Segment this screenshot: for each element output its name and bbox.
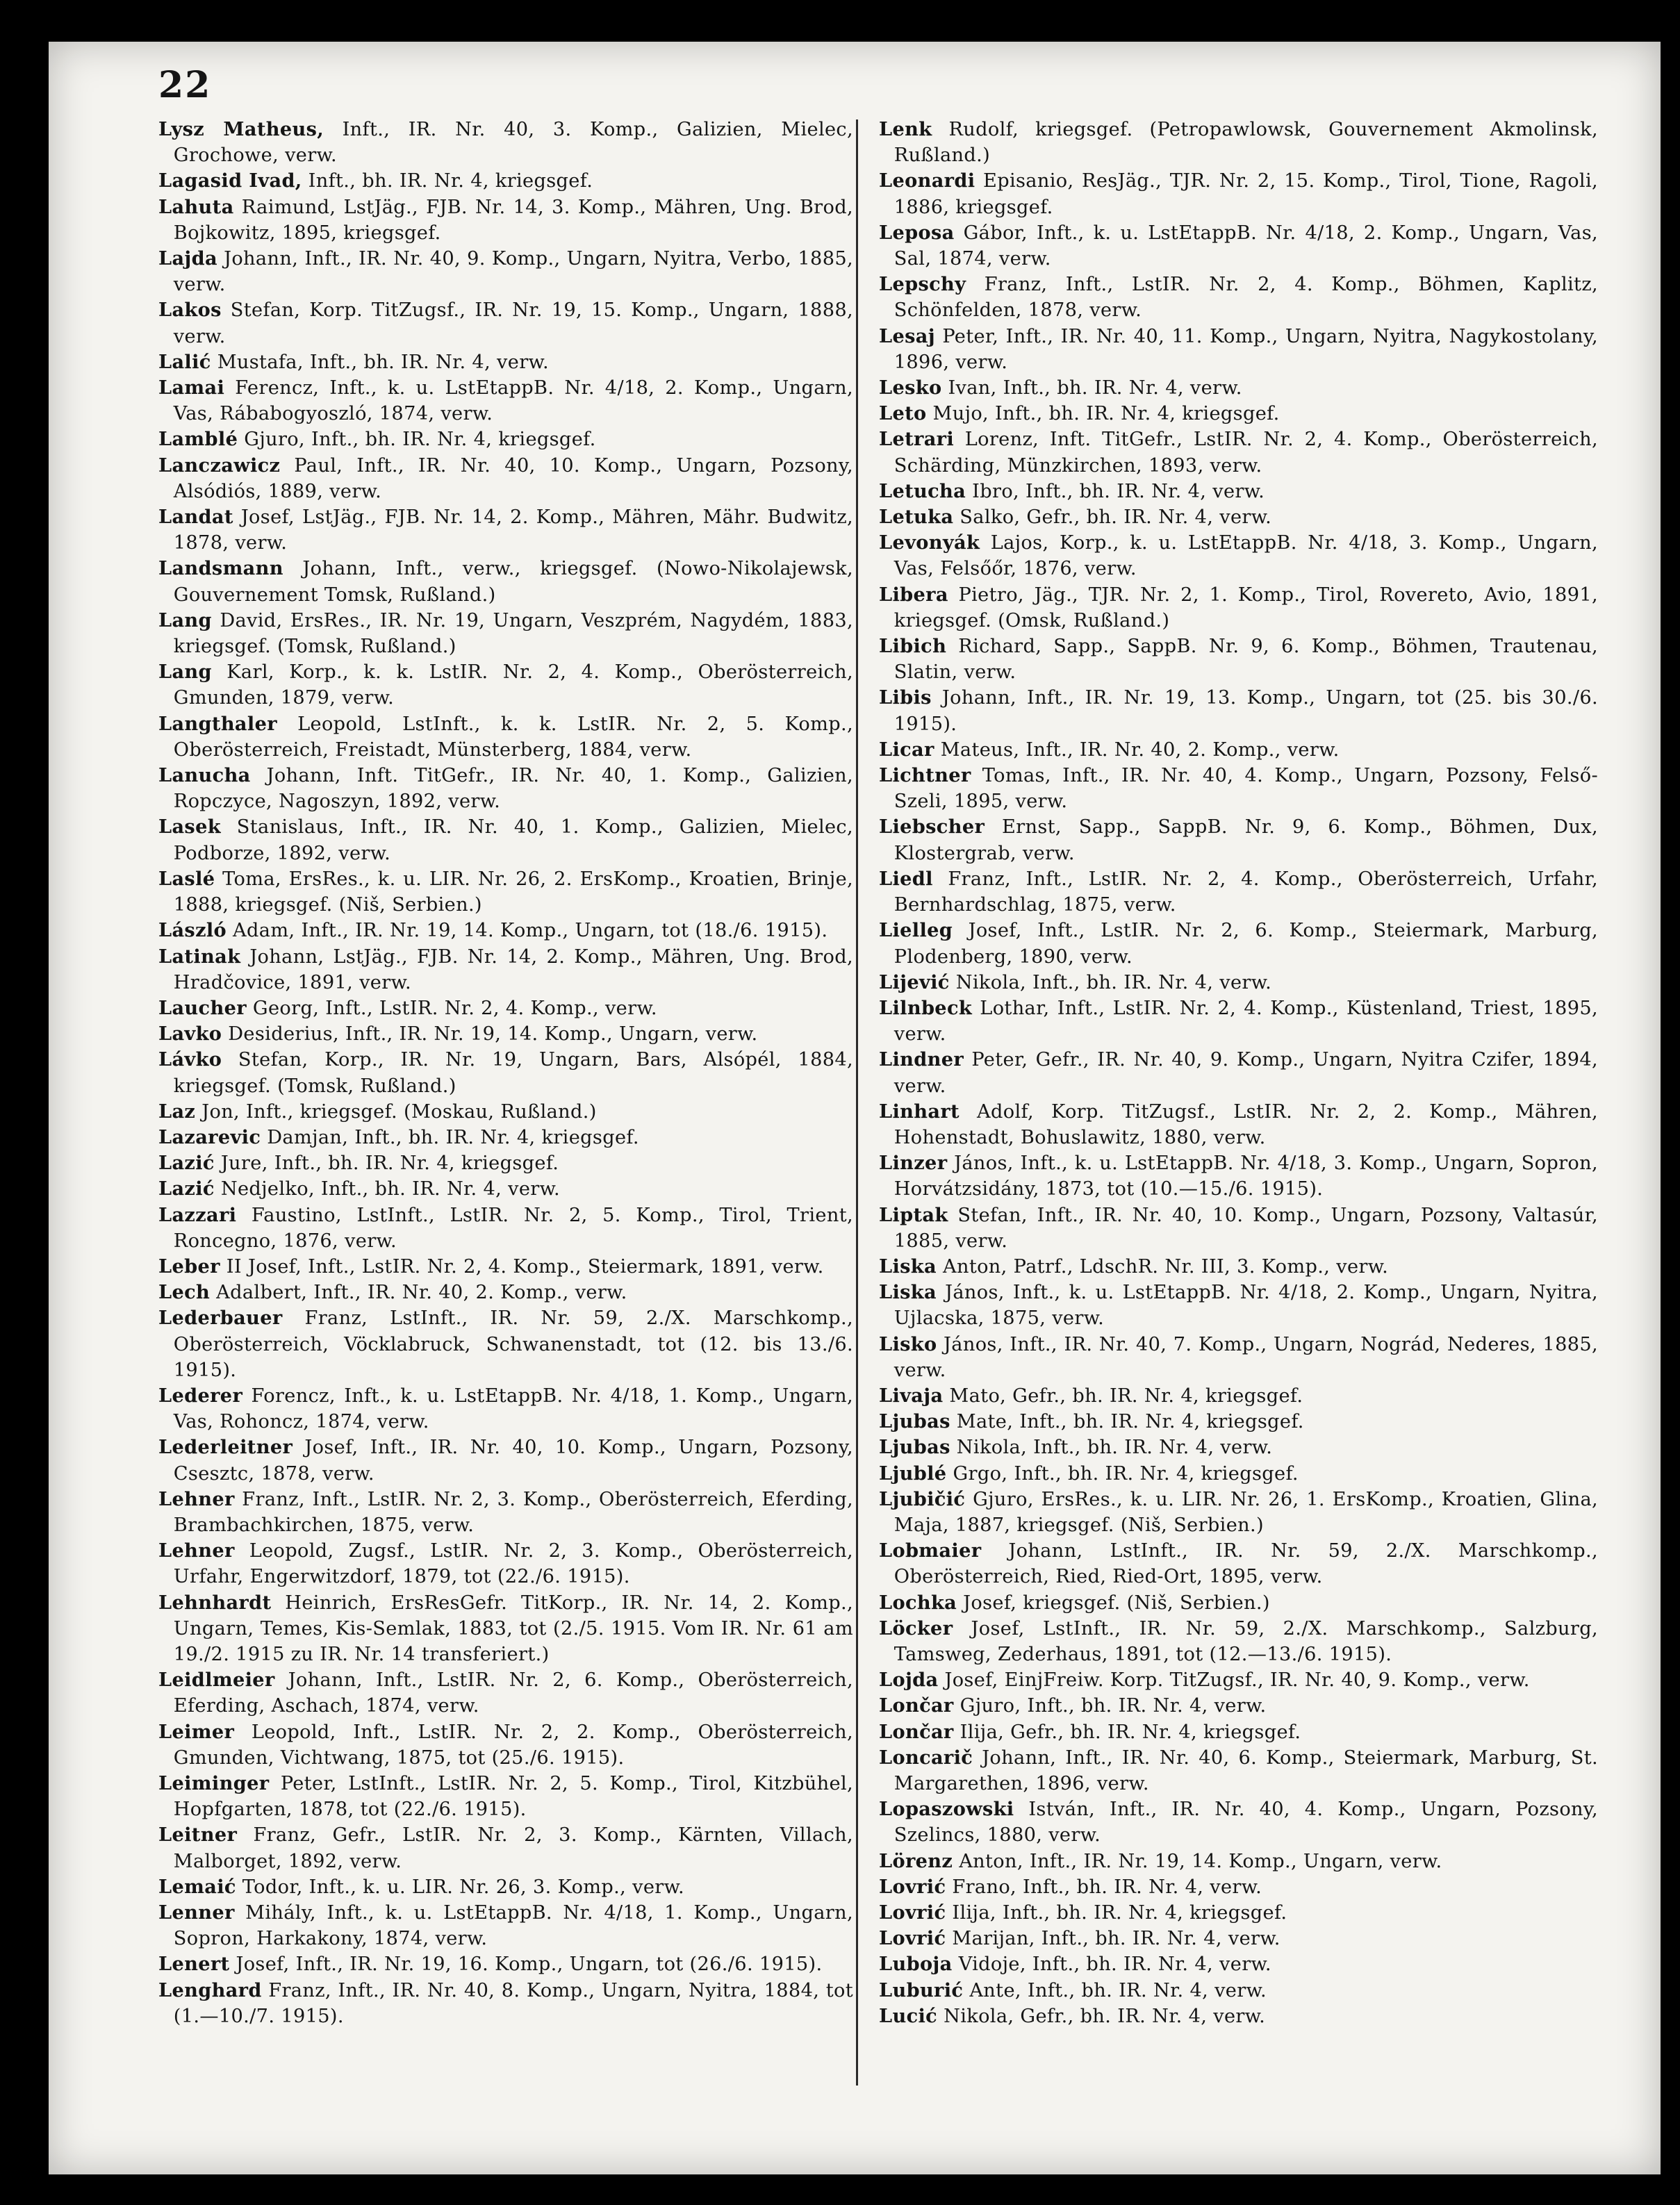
entry-surname: Lehner xyxy=(158,1487,235,1510)
casualty-entry xyxy=(879,1150,1598,1202)
entry-surname: Lederbauer xyxy=(158,1307,283,1330)
entry-surname: Libis xyxy=(879,686,932,709)
casualty-entry xyxy=(879,866,1598,918)
casualty-entry xyxy=(158,195,853,246)
entry-surname: Lahuta xyxy=(158,195,234,218)
entry-details: Franz, Inft., LstIR. Nr. 2, 4. Komp., Oberösterreich, Urfahr, Bernhardschlag, 1875, verw. xyxy=(893,868,1598,916)
casualty-entry xyxy=(158,556,853,607)
casualty-entry xyxy=(158,1719,853,1771)
entry-details: Johann, LstInft., IR. Nr. 59, 2./X. Marschkomp., Oberösterreich, Ried, Ried-Ort, 1895, verw. xyxy=(893,1540,1598,1588)
entry-surname: Lochka xyxy=(879,1591,957,1614)
casualty-entry xyxy=(158,168,853,194)
entry-details: Marijan, Inft., bh. IR. Nr. 4, verw. xyxy=(952,1928,1280,1950)
entry-surname: Libich xyxy=(879,635,947,658)
entry-surname: Lazzari xyxy=(158,1203,237,1226)
entry-surname: Lončar xyxy=(879,1694,954,1717)
casualty-entry xyxy=(879,582,1598,634)
entry-surname: Levonyák xyxy=(879,531,980,554)
entry-details: Frano, Inft., bh. IR. Nr. 4, verw. xyxy=(952,1876,1262,1898)
casualty-entry xyxy=(158,246,853,297)
entry-surname: Lesaj xyxy=(879,324,935,347)
entry-surname: Linhart xyxy=(879,1100,960,1123)
entry-surname: Löcker xyxy=(879,1617,953,1640)
entry-surname: Latinak xyxy=(158,945,241,968)
entry-details: Johann, Inft., verw., kriegsgef. (Nowo-Nikolajewsk, Gouvernement Tomsk, Rußland.) xyxy=(173,558,853,606)
casualty-entry xyxy=(158,1125,853,1150)
casualty-entry xyxy=(879,375,1598,401)
entry-details: Peter, Inft., IR. Nr. 40, 11. Komp., Ungarn, Nyitra, Nagykostolany, 1896, verw. xyxy=(893,325,1598,373)
casualty-entry xyxy=(879,634,1598,685)
casualty-entry xyxy=(158,659,853,711)
entry-details: Franz, LstInft., IR. Nr. 59, 2./X. Marschkomp., Oberösterreich, Vöcklabruck, Schwanenstadt, tot (12. bis 13./6. 1915). xyxy=(173,1307,853,1381)
entry-details: Ilija, Gefr., bh. IR. Nr. 4, kriegsgef. xyxy=(960,1721,1301,1743)
entry-details: Josef, LstInft., IR. Nr. 59, 2./X. Marschkomp., Salzburg, Tamsweg, Zederhaus, 1891, tot (12.—13./6. 1915). xyxy=(893,1617,1599,1665)
entry-details: Johann, Inft., LstIR. Nr. 2, 6. Komp., Oberösterreich, Eferding, Aschach, 1874, verw. xyxy=(173,1669,853,1717)
entry-surname: Ljubičić xyxy=(879,1487,966,1510)
entry-surname: Lenk xyxy=(879,118,932,140)
casualty-entry xyxy=(879,1926,1598,1951)
entry-surname: Lisko xyxy=(879,1332,937,1355)
entry-surname: Lanczawicz xyxy=(158,454,281,477)
casualty-entry xyxy=(879,1693,1598,1719)
casualty-entry xyxy=(879,117,1598,168)
entry-details: Johann, Inft., IR. Nr. 40, 6. Komp., Steiermark, Marburg, St. Margarethen, 1896, verw. xyxy=(893,1746,1598,1794)
casualty-entry xyxy=(158,1538,853,1589)
casualty-entry xyxy=(879,970,1598,996)
casualty-entry xyxy=(879,504,1598,530)
entry-surname: Lilnbeck xyxy=(879,996,973,1019)
entry-details: Jure, Inft., bh. IR. Nr. 4, kriegsgef. xyxy=(220,1153,559,1175)
entry-details: Adam, Inft., IR. Nr. 19, 14. Komp., Ungarn, tot (18./6. 1915). xyxy=(233,920,828,942)
entry-details: Johann, Inft., IR. Nr. 19, 13. Komp., Ungarn, tot (25. bis 30./6. 1915). xyxy=(893,687,1598,735)
entry-details: Nikola, Inft., bh. IR. Nr. 4, verw. xyxy=(956,1437,1273,1459)
entry-surname: Lederer xyxy=(158,1384,243,1407)
entry-surname: Lazarevic xyxy=(158,1125,261,1148)
casualty-entry xyxy=(879,814,1598,866)
casualty-entry xyxy=(879,1332,1598,1383)
entry-details: Josef, LstJäg., FJB. Nr. 14, 2. Komp., Mähren, Mähr. Budwitz, 1878, verw. xyxy=(173,506,853,554)
casualty-entry xyxy=(879,1047,1598,1098)
casualty-entry xyxy=(879,1951,1598,1977)
entry-details: Vidoje, Inft., bh. IR. Nr. 4, verw. xyxy=(958,1954,1271,1976)
entry-surname: Lang xyxy=(158,661,212,684)
casualty-entry xyxy=(879,1280,1598,1331)
entry-details: Mihály, Inft., k. u. LstEtappB. Nr. 4/18, 1. Komp., Ungarn, Sopron, Harkakony, 1874, verw. xyxy=(173,1902,853,1950)
casualty-entry xyxy=(879,1099,1598,1150)
entry-details: Karl, Korp., k. k. LstIR. Nr. 2, 4. Komp., Oberösterreich, Gmunden, 1879, verw. xyxy=(173,661,853,709)
entry-surname: Lysz Matheus, xyxy=(158,118,324,140)
entry-details: Ilija, Inft., bh. IR. Nr. 4, kriegsgef. xyxy=(952,1902,1287,1924)
entry-details: Peter, LstInft., LstIR. Nr. 2, 5. Komp., Tirol, Kitzbühel, Hopfgarten, 1878, tot (22./6. 1915). xyxy=(173,1773,854,1821)
casualty-entry xyxy=(879,1719,1598,1745)
entry-details: Ernst, Sapp., SappB. Nr. 9, 6. Komp., Böhmen, Dux, Klostergrab, verw. xyxy=(893,816,1598,864)
casualty-entry xyxy=(158,1280,853,1305)
entry-surname: Leidlmeier xyxy=(158,1669,275,1692)
entry-details: Lorenz, Inft. TitGefr., LstIR. Nr. 2, 4. Komp., Oberösterreich, Schärding, Münzkirchen, 1893, verw. xyxy=(893,429,1598,477)
entry-surname: Lucić xyxy=(879,2004,938,2027)
left-column xyxy=(158,117,853,2029)
casualty-entry xyxy=(158,1383,853,1435)
entry-surname: Linzer xyxy=(879,1152,948,1175)
entry-details: Nikola, Gefr., bh. IR. Nr. 4, verw. xyxy=(944,2005,1266,2027)
casualty-entry xyxy=(158,814,853,866)
entry-surname: Lanucha xyxy=(158,764,251,787)
entry-surname: Landat xyxy=(158,506,233,529)
casualty-entry xyxy=(158,608,853,659)
entry-details: Rudolf, kriegsgef. (Petropawlowsk, Gouvernement Akmolinsk, Rußland.) xyxy=(893,119,1598,167)
entry-surname: Lemaić xyxy=(158,1875,236,1898)
entry-details: Anton, Inft., IR. Nr. 19, 14. Komp., Ungarn, verw. xyxy=(959,1850,1442,1872)
casualty-entry xyxy=(879,1900,1598,1926)
entry-details: Ibro, Inft., bh. IR. Nr. 4, verw. xyxy=(972,480,1265,502)
casualty-entry xyxy=(158,1822,853,1874)
casualty-entry xyxy=(158,1305,853,1383)
casualty-entry xyxy=(879,1538,1598,1589)
entry-details: Franz, Inft., IR. Nr. 40, 8. Komp., Ungarn, Nyitra, 1884, tot (1.—10./7. 1915). xyxy=(173,1979,853,2027)
entry-details: Leopold, Zugsf., LstIR. Nr. 2, 3. Komp., Oberösterreich, Urfahr, Engerwitzdorf, 1879, tot (22./6. 1915). xyxy=(173,1540,853,1588)
entry-surname: Leiminger xyxy=(158,1772,270,1794)
casualty-entry xyxy=(879,996,1598,1047)
casualty-entry xyxy=(158,1176,853,1202)
entry-surname: Loncarič xyxy=(879,1746,973,1769)
entry-details: Johann, Inft. TitGefr., IR. Nr. 40, 1. Komp., Galizien, Ropczyce, Nagoszyn, 1892, verw. xyxy=(173,765,853,813)
casualty-entry xyxy=(158,1667,853,1719)
casualty-entry xyxy=(158,349,853,375)
entry-details: Adolf, Korp. TitZugsf., LstIR. Nr. 2, 2. Komp., Mähren, Hohenstadt, Bohuslawitz, 1880, verw. xyxy=(893,1100,1599,1148)
entry-surname: Lenghard xyxy=(158,1979,262,2001)
casualty-entry xyxy=(879,1383,1598,1409)
entry-details: Episanio, ResJäg., TJR. Nr. 2, 15. Komp., Tirol, Tione, Ragoli, 1886, kriegsgef. xyxy=(893,170,1599,218)
entry-details: Josef, Inft., IR. Nr. 19, 16. Komp., Ungarn, tot (26./6. 1915). xyxy=(236,1954,823,1976)
entry-surname: Lörenz xyxy=(879,1849,953,1872)
entry-details: Inft., IR. Nr. 40, 3. Komp., Galizien, Mielec, Grochowe, verw. xyxy=(173,119,853,167)
casualty-entry xyxy=(879,220,1598,272)
entry-details: David, ErsRes., IR. Nr. 19, Ungarn, Veszprém, Nagydém, 1883, kriegsgef. (Tomsk, Rußland.) xyxy=(173,609,853,658)
casualty-entry xyxy=(158,763,853,814)
entry-details: Josef, Inft., IR. Nr. 40, 10. Komp., Ungarn, Pozsony, Csesztc, 1878, verw. xyxy=(173,1437,853,1485)
casualty-entry xyxy=(879,1487,1598,1538)
entry-surname: Luburić xyxy=(879,1979,964,2001)
entry-details: Salko, Gefr., bh. IR. Nr. 4, verw. xyxy=(960,506,1272,529)
entry-surname: Lichtner xyxy=(879,764,971,787)
casualty-entry xyxy=(158,1487,853,1538)
casualty-entry xyxy=(879,401,1598,427)
casualty-entry xyxy=(158,1150,853,1176)
entry-details: Damjan, Inft., bh. IR. Nr. 4, kriegsgef. xyxy=(267,1126,639,1148)
casualty-entry xyxy=(158,1951,853,1977)
entry-details: Gjuro, Inft., bh. IR. Nr. 4, kriegsgef. xyxy=(244,429,596,451)
entry-details: Franz, Gefr., LstIR. Nr. 2, 3. Komp., Kärnten, Villach, Malborget, 1892, verw. xyxy=(173,1824,853,1872)
entry-details: Inft., bh. IR. Nr. 4, kriegsgef. xyxy=(308,170,593,192)
casualty-entry xyxy=(158,1771,853,1822)
casualty-entry xyxy=(879,1435,1598,1460)
entry-details: Franz, Inft., LstIR. Nr. 2, 4. Komp., Böhmen, Kaplitz, Schönfelden, 1878, verw. xyxy=(893,274,1598,322)
entry-details: Toma, ErsRes., k. u. LIR. Nr. 26, 2. ErsKomp., Kroatien, Brinje, 1888, kriegsgef. (Niš, Serbien.) xyxy=(173,868,853,916)
entry-details: Adalbert, Inft., IR. Nr. 40, 2. Komp., verw. xyxy=(216,1282,627,1304)
casualty-entry xyxy=(879,1616,1598,1667)
casualty-entry xyxy=(158,1978,853,2029)
entry-surname: Letuka xyxy=(879,506,954,529)
entry-surname: Lovrić xyxy=(879,1901,946,1924)
casualty-entry xyxy=(158,1047,853,1098)
entry-details: Mate, Inft., bh. IR. Nr. 4, kriegsgef. xyxy=(956,1411,1304,1433)
entry-surname: Lehner xyxy=(158,1539,235,1562)
entry-details: Grgo, Inft., bh. IR. Nr. 4, kriegsgef. xyxy=(953,1462,1299,1485)
casualty-entry xyxy=(158,918,853,943)
casualty-entry xyxy=(158,1099,853,1125)
entry-surname: Lopaszowski xyxy=(879,1798,1014,1821)
casualty-entry xyxy=(879,1409,1598,1435)
entry-surname: Leonardi xyxy=(879,170,975,192)
casualty-entry xyxy=(879,1797,1598,1848)
entry-details: Stefan, Korp. TitZugsf., IR. Nr. 19, 15. Komp., Ungarn, 1888, verw. xyxy=(173,299,853,347)
casualty-entry xyxy=(879,324,1598,375)
entry-surname: Lindner xyxy=(879,1048,964,1071)
casualty-entry xyxy=(158,427,853,452)
casualty-entry xyxy=(158,504,853,556)
entry-details: Mateus, Inft., IR. Nr. 40, 2. Komp., verw. xyxy=(940,738,1340,761)
entry-surname: Licar xyxy=(879,738,934,761)
casualty-entry xyxy=(879,1461,1598,1487)
entry-details: Nedjelko, Inft., bh. IR. Nr. 4, verw. xyxy=(220,1178,561,1200)
entry-details: Georg, Inft., LstIR. Nr. 2, 4. Komp., verw. xyxy=(252,997,657,1019)
casualty-entry xyxy=(879,685,1598,736)
casualty-entry xyxy=(879,1590,1598,1616)
entry-surname: Lesko xyxy=(879,377,942,399)
entry-surname: Lovrić xyxy=(879,1875,946,1898)
entry-details: Ante, Inft., bh. IR. Nr. 4, verw. xyxy=(969,1979,1267,2001)
entry-surname: Leposa xyxy=(879,221,955,244)
casualty-entry xyxy=(879,272,1598,323)
casualty-entry xyxy=(879,479,1598,504)
entry-details: Josef, Inft., LstIR. Nr. 2, 6. Komp., Steiermark, Marburg, Plodenberg, 1890, verw. xyxy=(893,920,1598,968)
entry-details: Forencz, Inft., k. u. LstEtappB. Nr. 4/18, 1. Komp., Ungarn, Vas, Rohoncz, 1874, verw. xyxy=(173,1385,853,1433)
entry-surname: Lamblé xyxy=(158,428,238,451)
entry-details: Gábor, Inft., k. u. LstEtappB. Nr. 4/18, 2. Komp., Ungarn, Vas, Sal, 1874, verw. xyxy=(893,222,1598,270)
entry-surname: Liska xyxy=(879,1281,937,1304)
entry-details: Pietro, Jäg., TJR. Nr. 2, 1. Komp., Tirol, Rovereto, Avio, 1891, kriegsgef. (Omsk, Rußland.) xyxy=(893,584,1598,631)
entry-details: Josef, kriegsgef. (Niš, Serbien.) xyxy=(963,1592,1270,1614)
column-divider xyxy=(856,119,858,2086)
entry-surname: Letrari xyxy=(879,428,955,451)
casualty-entry xyxy=(158,944,853,996)
entry-details: Mato, Gefr., bh. IR. Nr. 4, kriegsgef. xyxy=(949,1385,1303,1407)
casualty-entry xyxy=(879,1203,1598,1254)
entry-details: Stefan, Inft., IR. Nr. 40, 10. Komp., Ungarn, Pozsony, Valtasúr, 1885, verw. xyxy=(893,1204,1598,1252)
entry-surname: Lepschy xyxy=(879,273,966,296)
entry-details: II Josef, Inft., LstIR. Nr. 2, 4. Komp., Steiermark, 1891, verw. xyxy=(226,1255,824,1278)
entry-details: Stanislaus, Inft., IR. Nr. 40, 1. Komp., Galizien, Mielec, Podborze, 1892, verw. xyxy=(173,816,853,864)
casualty-entry xyxy=(158,1590,853,1668)
casualty-entry xyxy=(158,117,853,168)
casualty-entry xyxy=(879,1254,1598,1280)
right-column xyxy=(879,117,1598,2029)
entry-details: Richard, Sapp., SappB. Nr. 9, 6. Komp., Böhmen, Trautenau, Slatin, verw. xyxy=(893,636,1598,684)
casualty-entry xyxy=(158,375,853,427)
entry-details: Ivan, Inft., bh. IR. Nr. 4, verw. xyxy=(948,377,1242,399)
entry-surname: Ljublé xyxy=(879,1462,947,1485)
entry-details: Faustino, LstInft., LstIR. Nr. 2, 5. Komp., Tirol, Trient, Roncegno, 1876, verw. xyxy=(173,1204,854,1252)
entry-details: Johann, LstJäg., FJB. Nr. 14, 2. Komp., Mähren, Ung. Brod, Hradčovice, 1891, verw. xyxy=(173,945,853,993)
entry-details: Leopold, Inft., LstIR. Nr. 2, 2. Komp., Oberösterreich, Gmunden, Vichtwang, 1875, tot (25./6. 1915). xyxy=(173,1721,853,1769)
entry-surname: Liska xyxy=(879,1255,937,1278)
casualty-entry xyxy=(879,918,1598,969)
entry-surname: Lakos xyxy=(158,299,222,322)
entry-surname: Lazić xyxy=(158,1152,215,1175)
casualty-entry xyxy=(879,1874,1598,1900)
entry-surname: Leimer xyxy=(158,1720,235,1743)
entry-surname: Landsmann xyxy=(158,557,283,580)
entry-details: István, Inft., IR. Nr. 40, 4. Komp., Ungarn, Pozsony, Szelincs, 1880, verw. xyxy=(893,1799,1598,1847)
entry-surname: Lavko xyxy=(158,1023,222,1046)
entry-surname: Lang xyxy=(158,609,212,631)
entry-surname: Laucher xyxy=(158,996,247,1019)
entry-surname: Lehnhardt xyxy=(158,1591,272,1614)
document-page xyxy=(49,42,1661,2174)
entry-surname: Lončar xyxy=(879,1720,954,1743)
entry-surname: Liptak xyxy=(879,1203,948,1226)
entry-details: Nikola, Inft., bh. IR. Nr. 4, verw. xyxy=(955,971,1272,993)
casualty-entry xyxy=(879,427,1598,478)
casualty-entry xyxy=(158,1021,853,1047)
entry-details: Mujo, Inft., bh. IR. Nr. 4, kriegsgef. xyxy=(932,403,1280,425)
entry-surname: Ljubas xyxy=(879,1410,950,1433)
entry-surname: Lajda xyxy=(158,247,217,270)
entry-surname: Lagasid Ivad, xyxy=(158,170,302,192)
entry-surname: Lederleitner xyxy=(158,1436,293,1459)
casualty-entry xyxy=(879,1978,1598,2004)
entry-details: János, Inft., k. u. LstEtappB. Nr. 4/18, 2. Komp., Ungarn, Nyitra, Ujlacska, 1875, verw. xyxy=(893,1282,1598,1330)
entry-details: Paul, Inft., IR. Nr. 40, 10. Komp., Ungarn, Pozsony, Alsódiós, 1889, verw. xyxy=(173,454,853,502)
entry-surname: Lijević xyxy=(879,971,950,993)
casualty-entry xyxy=(879,1849,1598,1874)
entry-surname: Ljubas xyxy=(879,1436,950,1459)
casualty-entry xyxy=(879,530,1598,581)
entry-surname: Libera xyxy=(879,583,948,606)
entry-details: Desiderius, Inft., IR. Nr. 19, 14. Komp., Ungarn, verw. xyxy=(228,1023,758,1046)
entry-surname: Lobmaier xyxy=(879,1539,982,1562)
casualty-entry xyxy=(879,763,1598,814)
entry-details: Gjuro, ErsRes., k. u. LIR. Nr. 26, 1. ErsKomp., Kroatien, Glina, Maja, 1887, kriegsgef. (Niš, Serbien.) xyxy=(893,1488,1598,1536)
casualty-entry xyxy=(879,1745,1598,1797)
casualty-entry xyxy=(879,737,1598,763)
entry-details: Anton, Patrf., LdschR. Nr. III, 3. Komp., verw. xyxy=(942,1255,1389,1278)
entry-surname: Leto xyxy=(879,402,927,425)
casualty-entry xyxy=(158,1900,853,1951)
entry-surname: Letucha xyxy=(879,479,966,502)
entry-details: Leopold, LstInft., k. k. LstIR. Nr. 2, 5. Komp., Oberösterreich, Freistadt, Münsterberg, 1884, verw. xyxy=(173,713,854,761)
entry-details: Lothar, Inft., LstIR. Nr. 2, 4. Komp., Küstenland, Triest, 1895, verw. xyxy=(893,997,1598,1046)
entry-details: Todor, Inft., k. u. LIR. Nr. 26, 3. Komp., verw. xyxy=(242,1876,685,1898)
entry-details: Johann, Inft., IR. Nr. 40, 9. Komp., Ungarn, Nyitra, Verbo, 1885, verw. xyxy=(173,248,853,296)
entry-surname: Lielleg xyxy=(879,919,953,942)
entry-surname: Laslé xyxy=(158,867,215,890)
entry-surname: Lávko xyxy=(158,1048,222,1071)
casualty-entry xyxy=(158,711,853,763)
casualty-entry xyxy=(158,996,853,1021)
entry-details: Jon, Inft., kriegsgef. (Moskau, Rußland.) xyxy=(201,1100,597,1123)
entry-surname: Liedl xyxy=(879,867,933,890)
entry-surname: Leitner xyxy=(158,1824,238,1847)
entry-details: Heinrich, ErsResGefr. TitKorp., IR. Nr. 14, 2. Komp., Ungarn, Temes, Kis-Semlak, 1883, tot (2./5. 1915. Vom IR. Nr. 61 am 19./2. 1915 zu IR. Nr. 14 transferiert.) xyxy=(173,1592,853,1665)
entry-surname: Langthaler xyxy=(158,712,277,735)
entry-surname: Laz xyxy=(158,1100,196,1123)
entry-details: Gjuro, Inft., bh. IR. Nr. 4, verw. xyxy=(960,1695,1267,1717)
casualty-entry xyxy=(158,1203,853,1254)
entry-surname: Liebscher xyxy=(879,816,985,839)
entry-details: Josef, EinjFreiw. Korp. TitZugsf., IR. Nr. 40, 9. Komp., verw. xyxy=(944,1669,1530,1692)
entry-surname: Lech xyxy=(158,1281,211,1304)
casualty-entry xyxy=(158,1254,853,1280)
entry-details: János, Inft., k. u. LstEtappB. Nr. 4/18, 3. Komp., Ungarn, Sopron, Horvátzsidány, 1873, tot (10.—15./6. 1915). xyxy=(893,1153,1598,1200)
entry-surname: Lenner xyxy=(158,1901,235,1924)
entry-details: Peter, Gefr., IR. Nr. 40, 9. Komp., Ungarn, Nyitra Czifer, 1894, verw. xyxy=(893,1049,1598,1097)
entry-surname: Lasek xyxy=(158,816,221,839)
entry-surname: Leber xyxy=(158,1255,220,1278)
casualty-entry xyxy=(158,866,853,918)
entry-details: Lajos, Korp., k. u. LstEtappB. Nr. 4/18, 3. Komp., Ungarn, Vas, Felsőőr, 1876, verw. xyxy=(893,532,1598,580)
page-number: 22 xyxy=(158,64,212,106)
entry-surname: László xyxy=(158,919,227,942)
entry-surname: Luboja xyxy=(879,1953,953,1976)
casualty-entry xyxy=(158,1874,853,1900)
entry-details: Stefan, Korp., IR. Nr. 19, Ungarn, Bars, Alsópél, 1884, kriegsgef. (Tomsk, Rußland.) xyxy=(173,1049,854,1097)
entry-details: Ferencz, Inft., k. u. LstEtappB. Nr. 4/18, 2. Komp., Ungarn, Vas, Rábabogyoszló, 1874, verw. xyxy=(173,377,853,425)
casualty-entry xyxy=(158,453,853,504)
casualty-entry xyxy=(158,1435,853,1486)
casualty-entry xyxy=(879,1667,1598,1693)
casualty-entry xyxy=(879,2004,1598,2029)
entry-surname: Lojda xyxy=(879,1669,939,1692)
entry-surname: Livaja xyxy=(879,1384,944,1407)
entry-details: Franz, Inft., LstIR. Nr. 2, 3. Komp., Oberösterreich, Eferding, Brambachkirchen, 1875, verw. xyxy=(173,1488,853,1536)
entry-surname: Lamai xyxy=(158,377,225,399)
entry-surname: Lenert xyxy=(158,1953,230,1976)
entry-details: János, Inft., IR. Nr. 40, 7. Komp., Ungarn, Nográd, Nederes, 1885, verw. xyxy=(893,1333,1599,1381)
entry-details: Tomas, Inft., IR. Nr. 40, 4. Komp., Ungarn, Pozsony, Felső-Szeli, 1895, verw. xyxy=(893,765,1598,813)
entry-details: Raimund, LstJäg., FJB. Nr. 14, 3. Komp., Mähren, Ung. Brod, Bojkowitz, 1895, kriegsgef. xyxy=(173,196,853,244)
entry-surname: Lalić xyxy=(158,350,211,373)
casualty-entry xyxy=(158,297,853,349)
entry-surname: Lazić xyxy=(158,1178,215,1200)
entry-details: Mustafa, Inft., bh. IR. Nr. 4, verw. xyxy=(217,351,549,373)
entry-surname: Lovrić xyxy=(879,1927,946,1950)
casualty-entry xyxy=(879,168,1598,220)
